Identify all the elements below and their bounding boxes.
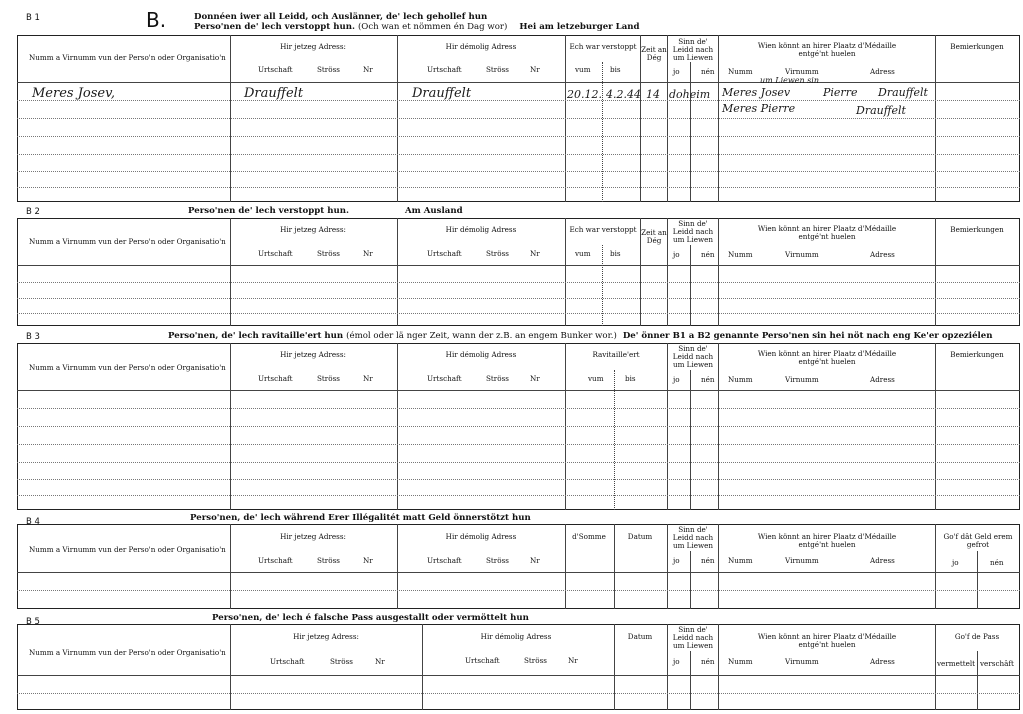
entry-medal-note: um Liewen sin <box>760 76 819 85</box>
section-b5-title: Perso'nen, de' lech é falsche Pass ausgestallt oder vermöttelt hun <box>212 613 529 623</box>
old-address-header: Hir démolig Adress <box>445 42 517 51</box>
form-letter: B. <box>146 8 167 32</box>
entry-name: Meres Josev, <box>32 86 116 101</box>
money-given-header: Go'f dât Geld erem gefrot <box>943 532 1013 549</box>
section-b2-title: Perso'nen de' lech verstoppt hun. <box>188 206 349 216</box>
entry-medal-addr2: Drauffelt <box>856 104 906 117</box>
section-b1-id: B 1 <box>26 13 40 23</box>
hidden-header: Ech war verstoppt <box>569 42 637 51</box>
remarks-header: Bemierkungen <box>950 42 1004 51</box>
section-b4-id: B 4 <box>26 517 40 527</box>
entry-days: 14 <box>646 88 660 101</box>
section-b1-title: Donnéen iwer all Leidd, och Auslänner, de' lech gehollef hun <box>194 12 488 22</box>
entry-medal-name1: Meres Josev <box>722 86 791 99</box>
current-address-header: Hir jetzeg Adress: <box>280 42 346 51</box>
section-b3-id: B 3 <box>26 332 40 342</box>
entry-current-locality: Drauffelt <box>244 86 304 101</box>
entry-medal-first1: Pierre <box>823 86 858 99</box>
section-b4-title: Perso'nen, de' lech während Erer Illégalitét matt Geld önnerstötzt hun <box>190 513 531 523</box>
section-b2-id: B 2 <box>26 207 40 217</box>
section-b5-id: B 5 <box>26 617 40 627</box>
entry-hidden-from: 20.12. <box>567 88 602 101</box>
date-header: Datum <box>627 532 653 541</box>
section-b2-subtitle: Am Ausland <box>405 206 463 216</box>
entry-old-locality: Drauffelt <box>412 86 472 101</box>
section-b1-subtitle: Perso'nen de' lech verstoppt hun. (Och wan et nömmen én Dag wor) Hei am letzeburger Land <box>194 22 640 32</box>
supplied-header: Ravitaille'ert <box>592 350 640 359</box>
section-b3-title: Perso'nen, de' lech ravitaille'ert hun (émol oder lä nger Zeit, wann der z.B. an engem Bunker wor.) De' önner B1 a B2 genannte Perso'nen sin hei nöt nach eng Ke'er opzeziélen <box>168 331 993 341</box>
medal-header: Wien könnt an hirer Plaatz d'Médaille entgé'nt huelen <box>757 41 897 58</box>
entry-medal-addr1: Drauffelt <box>878 86 928 99</box>
suffered-header: Sinn de' Leidd nach um Liewen <box>672 37 714 62</box>
name-header: Numm a Virnumm vun der Perso'n oder Organisatio'n <box>29 53 226 62</box>
duration-header: Zeit an Dég <box>641 45 667 62</box>
amount-header: d'Somme <box>572 532 606 541</box>
resistance-form-sheet: B 1 B. Donnéen iwer all Leidd, och Auslänner, de' lech gehollef hun Perso'nen de' lech verstoppt hun. (Och wan et nömmen én Dag wor) Hei am letzeburger Land Numm a Virnumm vun der Perso'n oder Organisatio'n Hir jetzeg Adress: Urtschaft Ströss Nr Hir démolig Adress Urtschaft Ströss Nr Ech war verstoppt vum bis Zeit an Dég Sinn de' Leidd nach um Liewen jo nén Wien könnt an hirer Plaatz d'Médaille entgé'nt huelen Numm Virnumm Adress Bemierkungen Meres Josev, Drauffelt Drauffelt 20.12. 4.2.44 14 doheim um Liewen sin Meres Josev Pierre Drauffelt Meres Pierre Drauffelt B 2 Perso'nen de' lech verstoppt hun. Am Ausland Numm a Virnumm vun der Perso'n oder Organisatio'n Hir jetzeg Adress: Urtschaft Ströss Nr Hir démolig Adress Urtschaft Ströss Nr Ech war verstoppt vum bis Zeit an Dég Sinn de' Leidd nach um Liewen jo nén Wien könnt an hirer Plaatz d'Médaille entgé'nt huelen Numm Virnumm Adress Bemierkungen B 3 Perso'nen, de' lech ravitaille'ert hun (émol oder lä nger Zeit, wann der z.B. an engem Bunker wor.) De' önner B1 a B2 genannte Perso'nen sin hei nöt nach eng Ke'er opzeziélen Numm a Virnumm vun der Perso'n oder Organisatio'n Hir jetzeg Adress: Urtschaft Ströss Nr Hir démolig Adress Urtschaft Ströss Nr Ravitaille'ert vum bis Sinn de' Leidd nach um Liewen jo nén Wien könnt an hirer Plaatz d'Médaille entgé'nt huelen Numm Virnumm Adress Bemierkungen B 4 Perso'nen, de' lech während Erer Illégalitét matt Geld önnerstötzt hun Numm a Virnumm vun der Perso'n oder Organisatio'n Hir jetzeg Adress: Urtschaft Ströss Nr Hir démolig Adress Urtschaft Ströss Nr d'Somme Datum Sinn de' Leidd nach um Liewen jo nén Wien könnt an hirer Plaatz d'Médaille entgé'nt huelen Numm Virnumm Adress Go'f dât Geld erem gefrot jo nén B 5 Perso'nen, de' lech é falsche Pass ausgestallt oder vermöttelt hun Numm a Virnumm vun der Perso'n oder Organisatio'n Hir jetzeg Adress: Urtschaft Ströss Nr Hir démolig Adress Urtschaft Ströss Nr Datum Sinn de' Leidd nach um Liewen jo nén Wien könnt an hirer Plaatz d'Médaille entgé'nt huelen Numm Virnumm Adress Go'f de Pass vermettelt verschâft <box>0 0 1023 714</box>
entry-suffered: doheim <box>669 88 711 101</box>
pass-given-header: Go'f de Pass <box>954 632 1000 641</box>
entry-hidden-to: 4.2.44 <box>606 88 641 101</box>
entry-medal-name2: Meres Pierre <box>722 102 796 115</box>
